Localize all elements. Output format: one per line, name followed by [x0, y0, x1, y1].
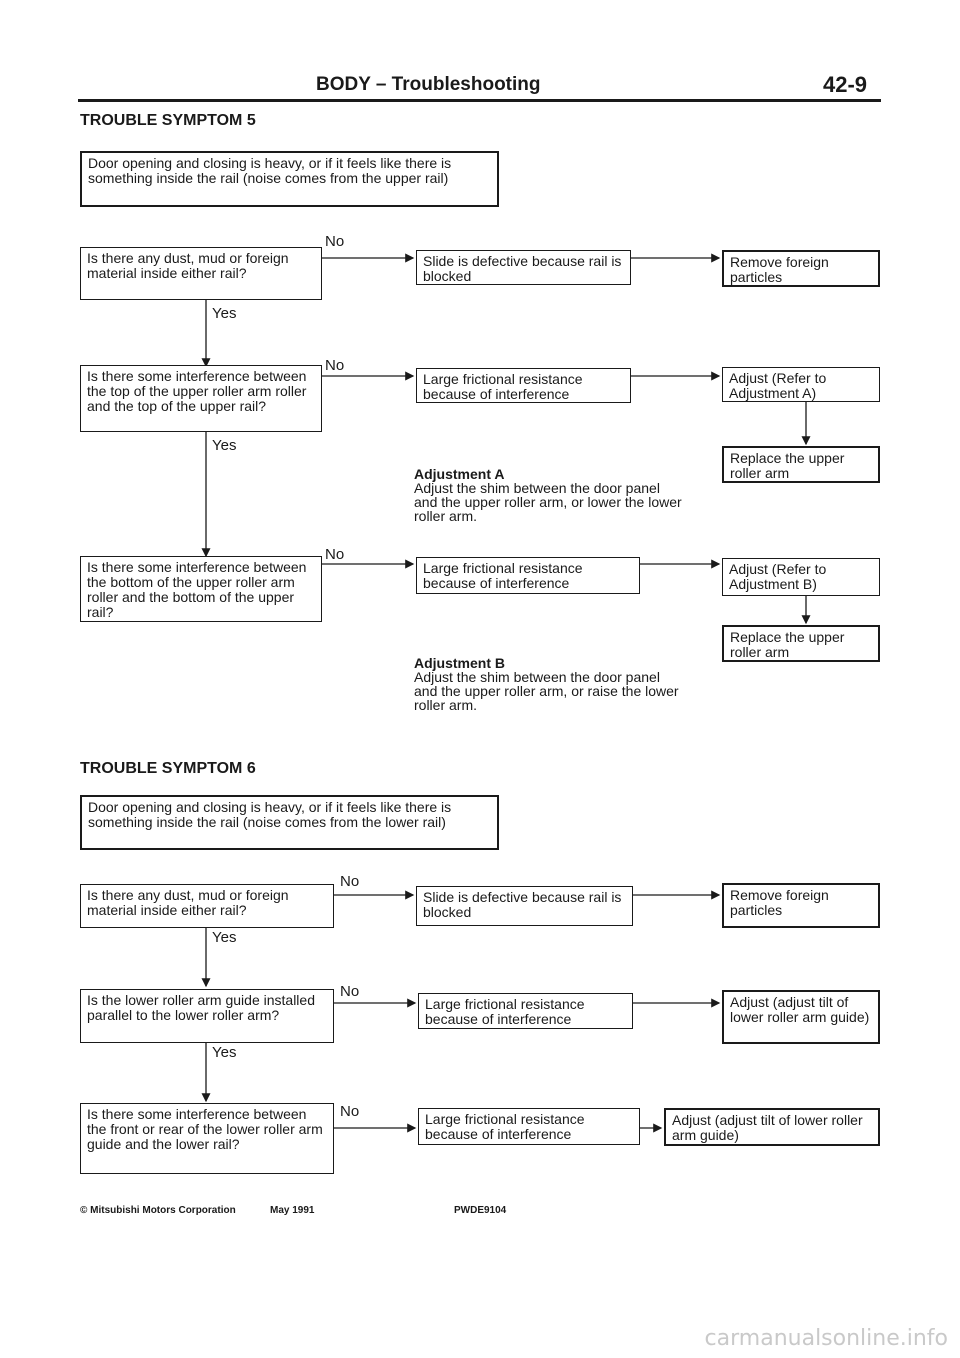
footer-code: PWDE9104 — [454, 1205, 507, 1216]
footer-copyright: © Mitsubishi Motors Corporation — [80, 1205, 236, 1216]
symptom6-heading: TROUBLE SYMPTOM 6 — [80, 760, 256, 777]
adjustment-a-text: Adjust the shim between the door panel and the upper roller arm, or lower the lower roller arm. — [414, 480, 682, 524]
page-number: 42-9 — [823, 72, 868, 97]
page-title: BODY – Troubleshooting — [316, 74, 541, 95]
symptom5-cause-3: Large frictional resistance because of interference — [416, 557, 640, 594]
symptom6-cause-3: Large frictional resistance because of interference — [418, 1108, 640, 1145]
yes-label: Yes — [212, 929, 237, 946]
symptom5-heading: TROUBLE SYMPTOM 5 — [80, 112, 256, 129]
yes-label: Yes — [212, 305, 237, 322]
adjustment-a-title: Adjustment A — [414, 466, 505, 482]
symptom5-cause-2: Large frictional resistance because of interference — [416, 368, 631, 403]
symptom6-description: Door opening and closing is heavy, or if it feels like there is something inside the rail (noise comes from the lower rail) — [80, 795, 499, 850]
symptom5-remedy-1: Remove foreign particles — [722, 250, 880, 287]
watermark: carmanualsonline.info — [704, 1326, 948, 1351]
symptom6-question-1: Is there any dust, mud or foreign material inside either rail? — [80, 884, 334, 928]
symptom6-question-2: Is the lower roller arm guide installed parallel to the lower roller arm? — [80, 989, 334, 1043]
adjustment-b-title: Adjustment B — [414, 655, 505, 671]
symptom5-question-1: Is there any dust, mud or foreign material inside either rail? — [80, 247, 322, 300]
symptom6-remedy-3: Adjust (adjust tilt of lower roller arm guide) — [664, 1108, 880, 1146]
symptom6-question-3: Is there some interference between the front or rear of the lower roller arm guide and the lower rail? — [80, 1103, 334, 1174]
adjustment-a — [414, 467, 684, 523]
symptom5-remedy-2b: Replace the upper roller arm — [722, 446, 880, 483]
no-label: No — [340, 983, 360, 1000]
symptom6-cause-2: Large frictional resistance because of interference — [418, 993, 633, 1029]
symptom5-remedy-3b: Replace the upper roller arm — [722, 625, 880, 662]
footer-date: May 1991 — [270, 1205, 315, 1216]
no-label: No — [340, 873, 360, 890]
symptom5-remedy-3: Adjust (Refer to Adjustment B) — [722, 558, 880, 596]
symptom5-question-3: Is there some interference between the bottom of the upper roller arm roller and the bottom of the upper rail? — [80, 556, 322, 622]
symptom5-question-2: Is there some interference between the top of the upper roller arm roller and the top of the upper rail? — [80, 365, 322, 432]
no-label: No — [325, 357, 345, 374]
symptom5-description: Door opening and closing is heavy, or if it feels like there is something inside the rail (noise comes from the upper rail) — [80, 151, 499, 207]
symptom5-cause-1: Slide is defective because rail is blocked — [416, 250, 631, 285]
symptom5-remedy-2: Adjust (Refer to Adjustment A) — [722, 367, 880, 402]
adjustment-b — [414, 656, 684, 712]
no-label: No — [340, 1103, 360, 1120]
symptom6-remedy-2: Adjust (adjust tilt of lower roller arm guide) — [722, 990, 880, 1044]
yes-label: Yes — [212, 437, 237, 454]
no-label: No — [325, 233, 345, 250]
no-label: No — [325, 546, 345, 563]
yes-label: Yes — [212, 1044, 237, 1061]
symptom6-cause-1: Slide is defective because rail is blocked — [416, 886, 633, 926]
symptom6-remedy-1: Remove foreign particles — [722, 883, 880, 928]
adjustment-b-text: Adjust the shim between the door panel and the upper roller arm, or raise the lower roller arm. — [414, 669, 679, 713]
